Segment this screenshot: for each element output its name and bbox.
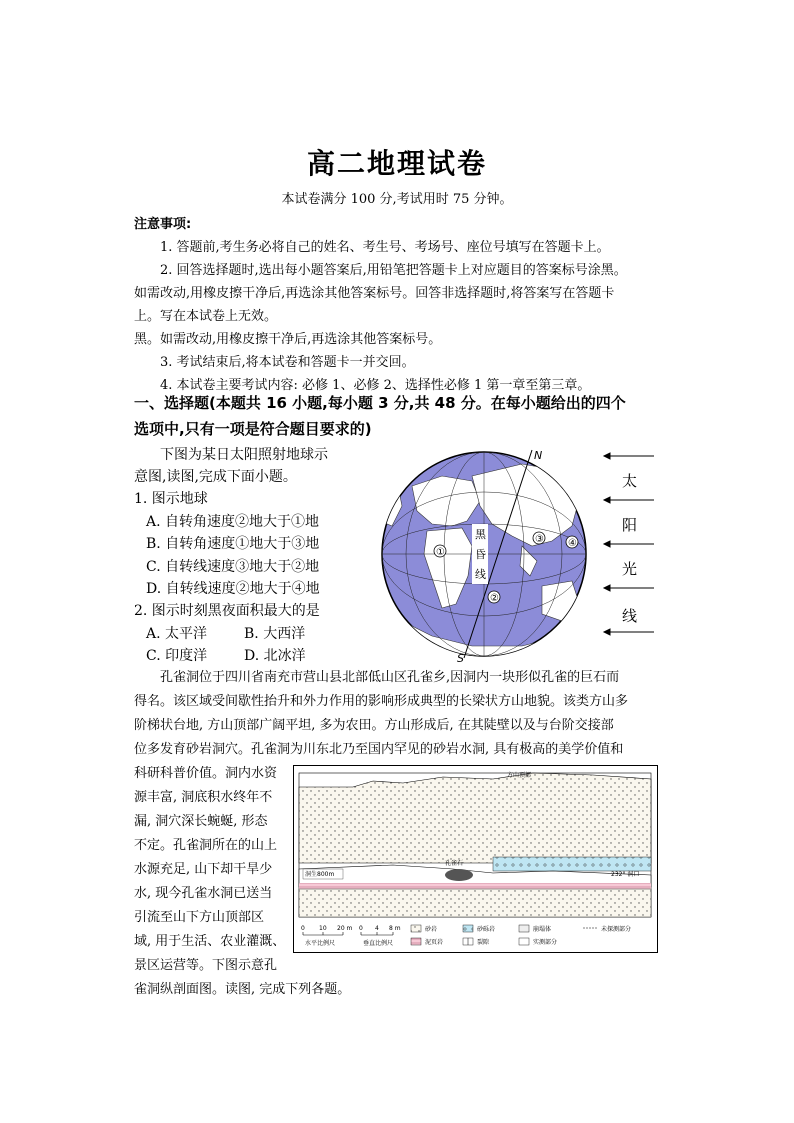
section-heading: 一、选择题(本题共 16 小题,每小题 3 分,共 48 分。在每小题给出的四个 [134, 394, 626, 412]
notice-line: 黑。如需改动,用橡皮擦干净后,再选涂其他答案标号。 [134, 332, 442, 347]
passage-line: 引流至山下方山顶部区 [134, 910, 265, 925]
scale-tick: 10 [319, 925, 327, 932]
legend-label: 实测部分 [533, 939, 558, 946]
cave-profile-figure [293, 765, 658, 953]
passage-line: 水源充足, 山下却干旱少 [134, 862, 273, 877]
passage-line: 漏, 洞穴深长蜿蜒, 形态 [134, 814, 268, 829]
notice-line: 如需改动,用橡皮擦干净后,再选涂其他答案标号。回答非选择题时,将答案写在答题卡 [134, 286, 615, 301]
north-label: N [534, 449, 543, 462]
option: D. 北冰洋 [244, 648, 306, 664]
passage-line: 源丰富, 洞底积水终年不 [134, 790, 273, 805]
top-label: 方山顶部 [507, 772, 532, 779]
notice-heading: 注意事项: [134, 217, 192, 232]
globe-figure [372, 446, 662, 664]
south-label: S [457, 652, 464, 664]
legend-label: 未探测部分 [601, 926, 632, 933]
passage-line: 科研科普价值。洞内水资 [134, 766, 278, 781]
exam-subtitle: 本试卷满分 100 分,考试用时 75 分钟。 [281, 192, 513, 207]
meridian-label: 线 [475, 568, 486, 581]
passage-line: 孔雀洞位于四川省南充市营山县北部低山区孔雀乡,因洞内一块形似孔雀的巨石而 [160, 670, 620, 685]
scale-caption: 垂直比例尺 [363, 940, 394, 947]
passage-line: 域, 用于生活、农业灌溉、 [134, 934, 286, 949]
legend-swatch-sandstone [411, 925, 421, 932]
sunlight-label: 线 [622, 607, 638, 625]
legend-label: 砂岩 [425, 926, 438, 933]
scale-caption: 水平比例尺 [305, 940, 336, 947]
scale-tick: 0 [301, 925, 305, 932]
section-heading: 选项中,只有一项是符合题目要求的) [134, 420, 372, 438]
notice-line: 4. 本试卷主要考试内容: 必修 1、必修 2、选择性必修 1 第一章至第三章。 [160, 378, 591, 393]
lower-sandstone [299, 889, 651, 917]
sunlight-label: 阳 [622, 516, 638, 534]
scale-tick: 4 [375, 925, 379, 932]
option: B. 大西洋 [244, 626, 306, 642]
legend-label: 裂隙 [477, 939, 490, 946]
legend-label: 崩塌体 [533, 926, 552, 933]
intro-text: 意图,读图,完成下面小题。 [134, 469, 297, 485]
legend-swatch-conglomerate [463, 925, 473, 932]
legend-label: 砂砾岩 [477, 926, 496, 933]
legend-swatch-measured [519, 938, 529, 945]
meridian-label: 昏 [475, 548, 486, 561]
left-label: 洞生800m [305, 871, 335, 878]
question-stem: 2. 图示时刻黑夜面积最大的是 [134, 603, 320, 619]
option: C. 自转线速度③地大于②地 [146, 559, 320, 575]
passage-line: 景区运营等。下图示意孔 [134, 958, 278, 973]
option: B. 自转角速度①地大于③地 [146, 536, 320, 552]
point-1: ① [436, 547, 445, 558]
legend-swatch-shale [411, 938, 421, 945]
legend-swatch-collapse [519, 925, 529, 932]
scale-tick: 20 m [337, 925, 353, 932]
question-stem: 1. 图示地球 [134, 491, 208, 507]
passage-line: 得名。该区域受间歇性抬升和外力作用的影响形成典型的长梁状方山地貌。该类方山多 [134, 694, 629, 709]
notice-line: 上。写在本试卷上无效。 [134, 309, 278, 324]
peacock-stone [445, 869, 473, 881]
option: A. 太平洋 [146, 626, 208, 642]
exam-title: 高二地理试卷 [306, 147, 487, 180]
legend-label: 泥页岩 [425, 939, 444, 946]
passage-line: 阶梯状台地, 方山顶部广阔平坦, 多为农田。方山形成后, 在其陡壁以及与台阶交接部 [134, 718, 614, 733]
option: D. 自转线速度②地大于④地 [146, 581, 320, 597]
scale-tick: 0 [359, 925, 363, 932]
notice-line: 1. 答题前,考生务必将自己的姓名、考生号、考场号、座位号填写在答题卡上。 [160, 240, 610, 255]
point-2: ② [490, 593, 499, 604]
right-label: 232° 洞口 [611, 871, 640, 878]
sunlight-label: 光 [622, 560, 638, 578]
sunlight-label: 太 [622, 472, 638, 490]
scale-tick: 8 m [389, 925, 401, 932]
point-4: ④ [568, 538, 577, 549]
shale-layer [299, 883, 651, 889]
option: A. 自转角速度②地大于①地 [146, 514, 320, 530]
passage-line: 雀洞纵剖面图。读图, 完成下列各题。 [134, 982, 351, 997]
intro-text: 下图为某日太阳照射地球示 [160, 447, 328, 463]
point-3: ③ [535, 534, 544, 545]
meridian-label: 黑 [475, 528, 486, 541]
option: C. 印度洋 [146, 648, 208, 664]
conglomerate-layer [493, 857, 651, 871]
notice-line: 2. 回答选择题时,选出每小题答案后,用铅笔把答题卡上对应题目的答案标号涂黑。 [160, 263, 627, 278]
passage-line: 不定。孔雀洞所在的山上 [134, 838, 278, 853]
passage-line: 水, 现今孔雀水洞已送当 [134, 886, 273, 901]
passage-line: 位多发育砂岩洞穴。孔雀洞为川东北乃至国内罕见的砂岩水洞, 具有极高的美学价值和 [134, 742, 624, 757]
notice-line: 3. 考试结束后,将本试卷和答题卡一并交回。 [160, 355, 415, 370]
stone-label: 孔雀石 [445, 860, 464, 867]
